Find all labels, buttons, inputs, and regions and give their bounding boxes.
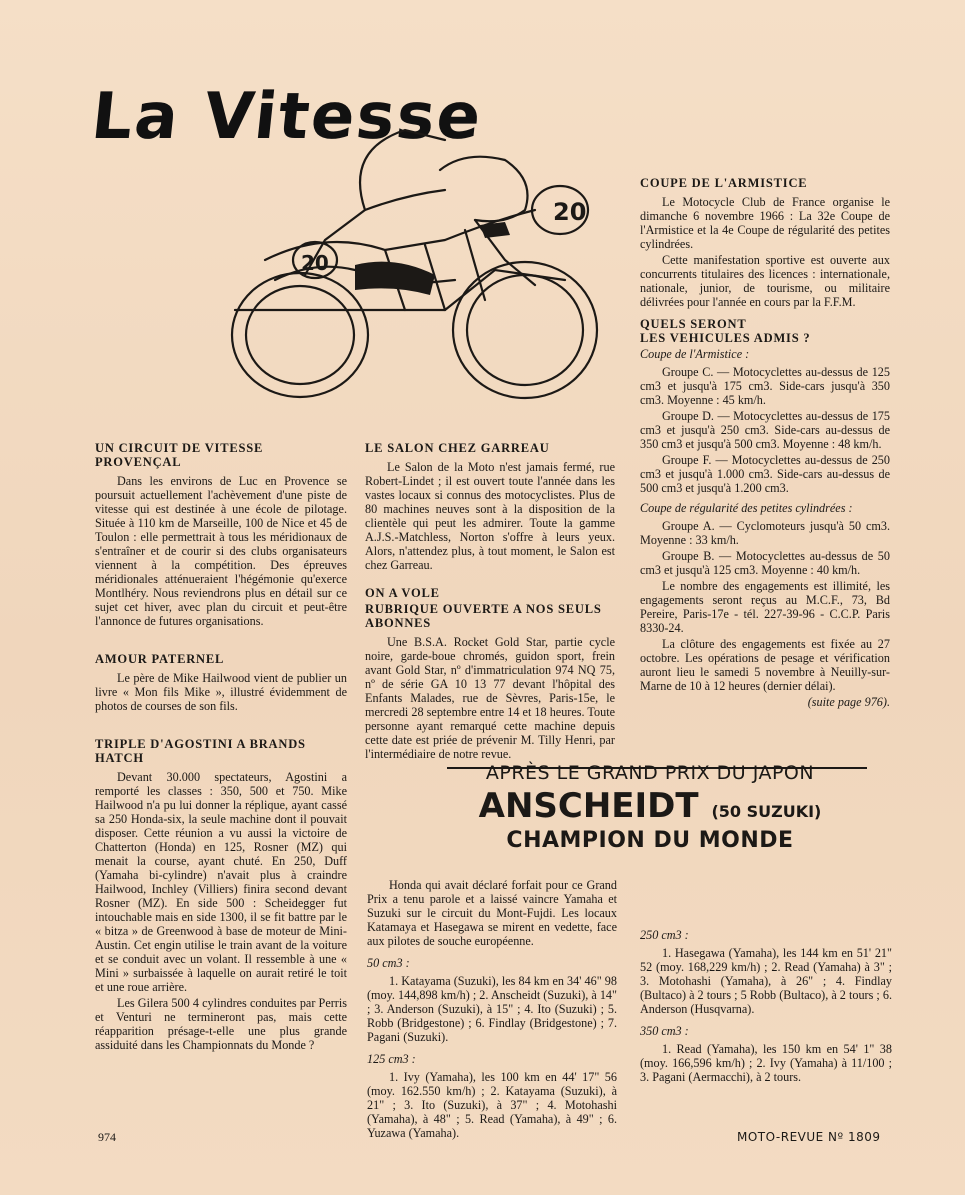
headline-main [400,786,900,826]
rear-wheel-icon [453,262,597,398]
circuit-title: UN CIRCUIT DE VITESSE PROVENÇAL [95,441,264,469]
groupe-d: Groupe D. — Motocyclettes au-dessus de 175 cm3 et jusqu'à 250 cm3. Side-cars au-dessus de 350 cm3 et jusqu'à 500 cm3. Moyenne : 48 km/h. [640,409,890,451]
page-number: 974 [98,1130,116,1144]
suite-note: (suite page 976). [807,695,890,709]
triple-title: TRIPLE D'AGOSTINI A BRANDS HATCH [95,737,306,765]
front-wheel-icon [232,273,368,397]
gp-column-right [640,878,892,1086]
results-125: 1. Ivy (Yamaha), les 100 km en 44' 17" 56 (moy. 162.550 km/h) ; 2. Katayama (Suzuki), à 21" ; 3. Ito (Suzuki), à 37" ; 4. Motohashi (Yamaha), à 48" ; 5. Read (Yamaha), à 49" ; 6. Yuzawa (Yamaha). [367,1070,617,1140]
headline-kicker: APRÈS LE GRAND PRIX DU JAPON [485,762,815,784]
groupe-a: Groupe A. — Cyclomoteurs jusqu'à 50 cm3. Moyenne : 33 km/h. [640,519,890,547]
salon-title: LE SALON CHEZ GARREAU [365,441,550,455]
vole-body: Une B.S.A. Rocket Gold Star, partie cycle noire, garde-boue chromés, guidon sport, frein avant Gold Star, nº d'immatriculation 974 NQ 75, nº de série GA 10 13 77 devant l'hôpital des Enfants Malades, rue de Sèvres, Paris-15e, le mercredi 28 septembre entre 14 et 18 heures. Toute personne ayant remarqué cette machine depuis cette date est priée de prévenir M. Tilly Henri, par l'intermédiaire de notre revue. [365,635,615,761]
right-column [640,176,890,711]
circuit-body: Dans les environs de Luc en Provence se poursuit actuellement l'achèvement d'une piste de vitesse qui est destinée à une école de pilotage. Située à 110 km de Marseille, 100 de Nice et 45 de Toulon : elle permettrait à tous les méridionaux de s'entraîner et de courir si des clubs organisateurs viennent à la compétition. Des épreuves méridionales atténueraient l'hégémonie qu'exerce Montlhéry. Nous reviendrons plus en détail sur ce sujet cet hiver, avec plan du circuit et peut-être l'annonce de futures organisations. [95,474,347,628]
cat-125: 125 cm3 : [367,1052,416,1066]
cloture-body: La clôture des engagements est fixée au 27 octobre. Les opérations de pesage et vérification auront lieu le samedi 5 novembre à Neuilly-sur-Marne de 10 à 12 heures (dernier délai). [640,637,890,693]
coupe-body-1: Le Motocycle Club de France organise le dimanche 6 novembre 1966 : La 32e Coupe de l'Armistice et la 4e Coupe de régularité des petites cylindrées. [640,195,890,251]
left-column [95,441,347,1054]
groupe-c: Groupe C. — Motocyclettes au-dessus de 125 cm3 et jusqu'à 175 cm3. Side-cars jusqu'à 350 cm3. Moyenne : 45 km/h. [640,365,890,407]
cat-50: 50 cm3 : [367,956,410,970]
middle-column [365,441,615,763]
headline-name: ANSCHEIDT [478,786,699,826]
headline-block [400,758,900,853]
groupe-f: Groupe F. — Motocyclettes au-dessus de 250 cm3 et jusqu'à 1.000 cm3. Side-cars au-dessus de 500 cm3 et jusqu'à 1.200 cm3. [640,453,890,495]
groupe-b: Groupe B. — Motocyclettes au-dessus de 50 cm3 et jusqu'à 125 cm3. Moyenne : 40 km/h. [640,549,890,577]
race-number-right: 20 [553,198,587,226]
engagements-body: Le nombre des engagements est illimité, les engagements seront reçus au M.C.F., 73, Bd Pereire, Paris-17e - tél. 227-39-96 - C.C.P. Paris 8330-24. [640,579,890,635]
coupe-title: COUPE DE L'ARMISTICE [640,176,808,190]
results-250: 1. Hasegawa (Yamaha), les 144 km en 51' 21" 52 (moy. 168,229 km/h) ; 2. Read (Yamaha) à 3" ; 3. Motohashi (Yamaha), à 26" ; 4. Findlay (Bultaco) à 2 tours ; 5 Robb (Bultaco), à 2 tours ; 6. Anderson (Husqvarna). [640,946,892,1016]
amour-title: AMOUR PATERNEL [95,652,225,666]
amour-body: Le père de Mike Hailwood vient de publier un livre « Mon fils Mike », illustré évidemment de photos de courses de son fils. [95,671,347,713]
gp-column-left [367,878,617,1140]
magazine-issue: MOTO-REVUE Nº 1809 [737,1130,881,1144]
race-number-left: 20 [301,251,329,275]
results-50: 1. Katayama (Suzuki), les 84 km en 34' 46" 98 (moy. 144,898 km/h) ; 2. Anscheidt (Suzuki), à 14" ; 3. Anderson (Suzuki), à 15" ; 4. Ito (Suzuki) ; 5. Robb (Bridgestone) ; 6. Findlay (Bridgestone) ; 7. Pagani (Suzuki). [367,974,617,1044]
vole-subtitle: RUBRIQUE OUVERTE A NOS SEULS ABONNES [365,602,602,630]
rider-helmet-icon [440,157,528,222]
cat-350: 350 cm3 : [640,1024,689,1038]
triple-body-2: Les Gilera 500 4 cylindres conduites par Perris et Venturi ne termineront pas, mais cette réapparition présage-t-elle une plus grande assiduité dans les Championnats du Monde ? [95,996,347,1052]
vehicules-title-1: QUELS SERONT [640,317,747,331]
coupe-body-2: Cette manifestation sportive est ouverte aux concurrents titulaires des licences : internationale, nationale, junior, de tourisme, ou militaire délivrées pour l'année en cours par la F.F.M. [640,253,890,309]
headline-machine: (50 SUZUKI) [711,802,822,821]
coupe-regularite-sub: Coupe de régularité des petites cylindrées : [640,501,853,515]
masthead-title: La Vitesse [88,80,487,154]
gp-intro: Honda qui avait déclaré forfait pour ce Grand Prix a tenu parole et a laissé vaincre Yamaha et Suzuki sur le circuit du Mont-Fujdi. Les locaux Katamaya et Hasegawa se mirent en vedette, face aux pilotes de souche européenne. [367,878,617,948]
triple-body-1: Devant 30.000 spectateurs, Agostini a remporté les classes : 350, 500 et 750. Mike Hailwood n'a pu lui donner la réplique, ayant cassé sa 250 Honda-six, la seule machine dont il pouvait disposer. Cette réunion a vu aussi la victoire de Chatterton (Honda) en 125, Rosner (MZ) qui menait la course, ayant chuté. En 250, Duff (Yamaha bi-cylindre) n'avait plus à craindre Hailwood, Inchley (Villiers) finira second devant Rosner (MZ). En side 500 : Scheidegger fut intouchable mais en side 1300, il se fit battre par le « bitza » de Greenwood à base de moteur de Mini-Austin. Cet engin utilise le train avant de la voiture et se conduit avec un volant. Il ressemble à une « Mini » surbaissée à laquelle on aurait retiré le toit et une roue arrière. [95,770,347,994]
motorcycle-racer-illustration [205,110,625,410]
results-350: 1. Read (Yamaha), les 150 km en 54' 1" 38 (moy. 166,596 km/h) ; 2. Ivy (Yamaha) à 11/100 ; 3. Pagani (Aermacchi), à 2 tours. [640,1042,892,1084]
vole-title: ON A VOLE [365,586,440,600]
cat-250: 250 cm3 : [640,928,689,942]
vehicules-title-2: LES VEHICULES ADMIS ? [640,331,811,345]
salon-body: Le Salon de la Moto n'est jamais fermé, rue Robert-Lindet ; il est ouvert toute l'année dans les vastes locaux si connus des motocyclistes. Plus de 80 machines neuves sont à la disposition de la clientèle qui peut les admirer. Toute la gamme A.J.S.-Matchless, Norton s'offre à leurs yeux. Alors, n'attendez plus, à tout moment, le Salon est chez Garreau. [365,460,615,572]
coupe-armistice-sub: Coupe de l'Armistice : [640,347,750,361]
headline-title: CHAMPION DU MONDE [506,828,794,853]
